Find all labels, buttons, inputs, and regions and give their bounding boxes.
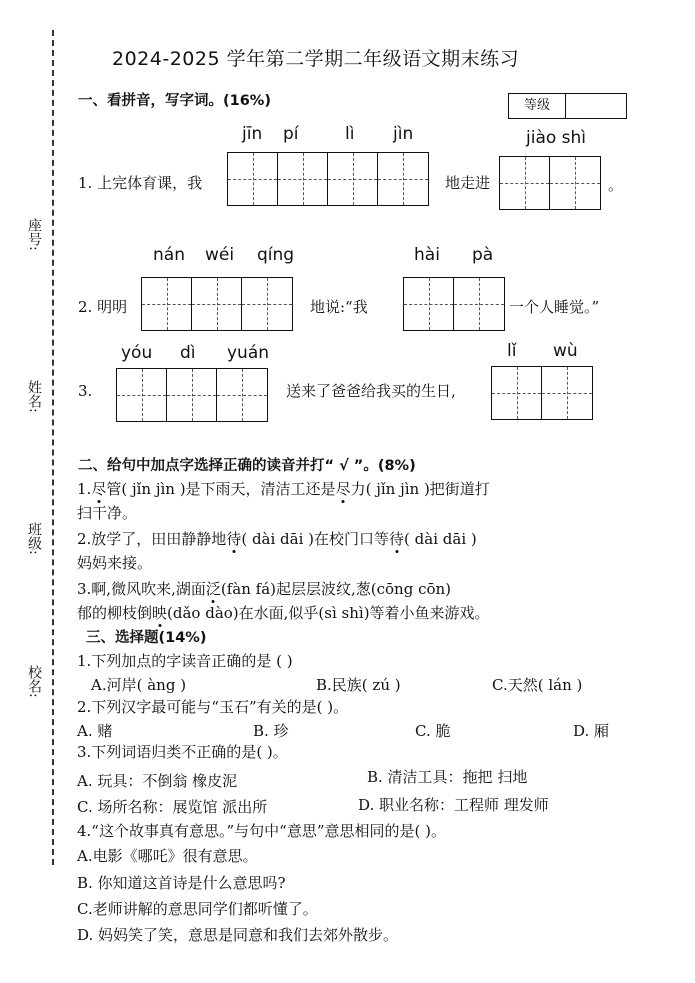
pinyin-jin2: jìn (393, 124, 414, 144)
s3-q1-opt-c: C.天然( lán ) (492, 676, 583, 694)
section1-heading: 一、看拼音，写字词。(16%) (78, 93, 271, 109)
seat-number-label: 座号: (26, 218, 42, 251)
section3-heading: 三、选择题(14%) (86, 630, 207, 646)
writing-grid-jiaoshi[interactable] (499, 156, 601, 210)
dotted-char: 待 (226, 530, 242, 548)
pinyin-li: lì (345, 124, 355, 144)
s3-q1-opt-b: B.民族( zú ) (316, 676, 401, 694)
s2-q3-line2: 郁的柳枝倒映(dǎo dào)在水面,似乎(sì shì)等着小鱼来游戏。 (77, 604, 490, 622)
s3-q3-opt-a: A. 玩具：不倒翁 橡皮泥 (77, 772, 238, 790)
writing-grid-jinpilijin[interactable] (227, 152, 429, 206)
binding-dashed-line (52, 30, 54, 865)
q1-text-end: 。 (608, 176, 624, 194)
s3-q2-stem: 2.下列汉字最可能与“玉石”有关的是( )。 (77, 698, 349, 716)
pinyin-pa: pà (472, 245, 494, 265)
s3-q1-stem: 1.下列加点的字读音正确的是 ( ) (77, 652, 293, 670)
pinyin-you: yóu (121, 343, 153, 363)
s3-q3-stem: 3.下列词语归类不正确的是( )。 (77, 743, 288, 761)
dotted-char: 映 (152, 604, 168, 622)
dotted-char: 待 (389, 530, 405, 548)
grade-label: 等级 (509, 94, 566, 118)
pinyin-yuan: yuán (227, 343, 270, 363)
s2-q3-line1: 3.啊,微风吹来,湖面泛(fàn fá)起层层波纹,葱(cōng cōn) (77, 580, 452, 598)
s3-q1-opt-a: A.河岸( àng ) (91, 676, 187, 694)
q3-text-start: 3. (78, 382, 93, 400)
pinyin-jin1: jīn (242, 124, 263, 144)
pinyin-qing: qíng (257, 245, 295, 265)
s3-q2-opt-b: B. 珍 (253, 722, 289, 740)
writing-grid-liwu[interactable] (491, 366, 593, 420)
pinyin-di: dì (180, 343, 196, 363)
s3-q4-opt-a: A.电影《哪吒》很有意思。 (77, 847, 258, 865)
s3-q3-opt-c: C. 场所名称：展览馆 派出所 (77, 798, 268, 816)
q2-text-end: 一个人睡觉。” (509, 298, 600, 316)
grade-box (508, 93, 627, 119)
s3-q4-stem: 4.“这个故事真有意思。”与句中“意思”意思相同的是( )。 (77, 822, 446, 840)
s3-q2-opt-c: C. 脆 (415, 722, 451, 740)
dotted-char: 泛 (205, 580, 221, 598)
s2-q1-line1: 1.尽管( jǐn jìn )是下雨天，清洁工还是尽力( jǐn jìn )把街道打 (77, 480, 490, 498)
class-label: 班级: (26, 522, 42, 555)
pinyin-pi: pí (283, 124, 299, 144)
school-label: 校名: (26, 665, 42, 698)
s2-q2-line2: 妈妈来接。 (77, 554, 153, 572)
q3-text-mid: 送来了爸爸给我买的生日, (286, 382, 456, 400)
s2-q1-line2: 扫干净。 (77, 504, 138, 522)
s3-q2-opt-a: A. 赌 (77, 722, 113, 740)
section2-heading: 二、给句中加点字选择正确的读音并打“ √ ”。(8%) (78, 458, 416, 474)
s3-q2-opt-d: D. 厢 (573, 722, 610, 740)
s3-q3-opt-d: D. 职业名称：工程师 理发师 (358, 796, 549, 814)
q2-text-start: 2. 明明 (78, 298, 128, 316)
writing-grid-nanweiqing[interactable] (141, 277, 293, 331)
name-label: 姓名: (26, 380, 42, 413)
pinyin-jiaoshi: jiào shì (526, 128, 587, 148)
q1-text-mid: 地走进 (445, 174, 491, 192)
pinyin-nan: nán (153, 245, 185, 265)
grade-value[interactable] (566, 94, 626, 118)
pinyin-wei: wéi (205, 245, 235, 265)
page-title: 2024-2025 学年第二学期二年级语文期末练习 (112, 48, 520, 70)
pinyin-wu: wù (553, 341, 578, 361)
dotted-char: 尽 (335, 480, 351, 498)
writing-grid-youdiyuan[interactable] (116, 368, 268, 422)
q1-text-start: 1. 上完体育课，我 (78, 174, 203, 192)
pinyin-hai: hài (414, 245, 440, 265)
q2-text-mid: 地说:“我 (310, 298, 368, 316)
pinyin-li3: lǐ (507, 341, 517, 361)
dotted-char: 尽 (91, 480, 107, 498)
s3-q4-opt-b: B. 你知道这首诗是什么意思吗? (77, 874, 286, 892)
s3-q4-opt-d: D. 妈妈笑了笑，意思是同意和我们去郊外散步。 (77, 926, 399, 944)
s2-q2-line1: 2.放学了，田田静静地待( dài dāi )在校门口等待( dài dāi ) (77, 530, 477, 548)
s3-q4-opt-c: C.老师讲解的意思同学们都听懂了。 (77, 900, 318, 918)
s3-q3-opt-b: B. 清洁工具：拖把 扫地 (367, 768, 528, 786)
writing-grid-haipa[interactable] (403, 277, 505, 331)
